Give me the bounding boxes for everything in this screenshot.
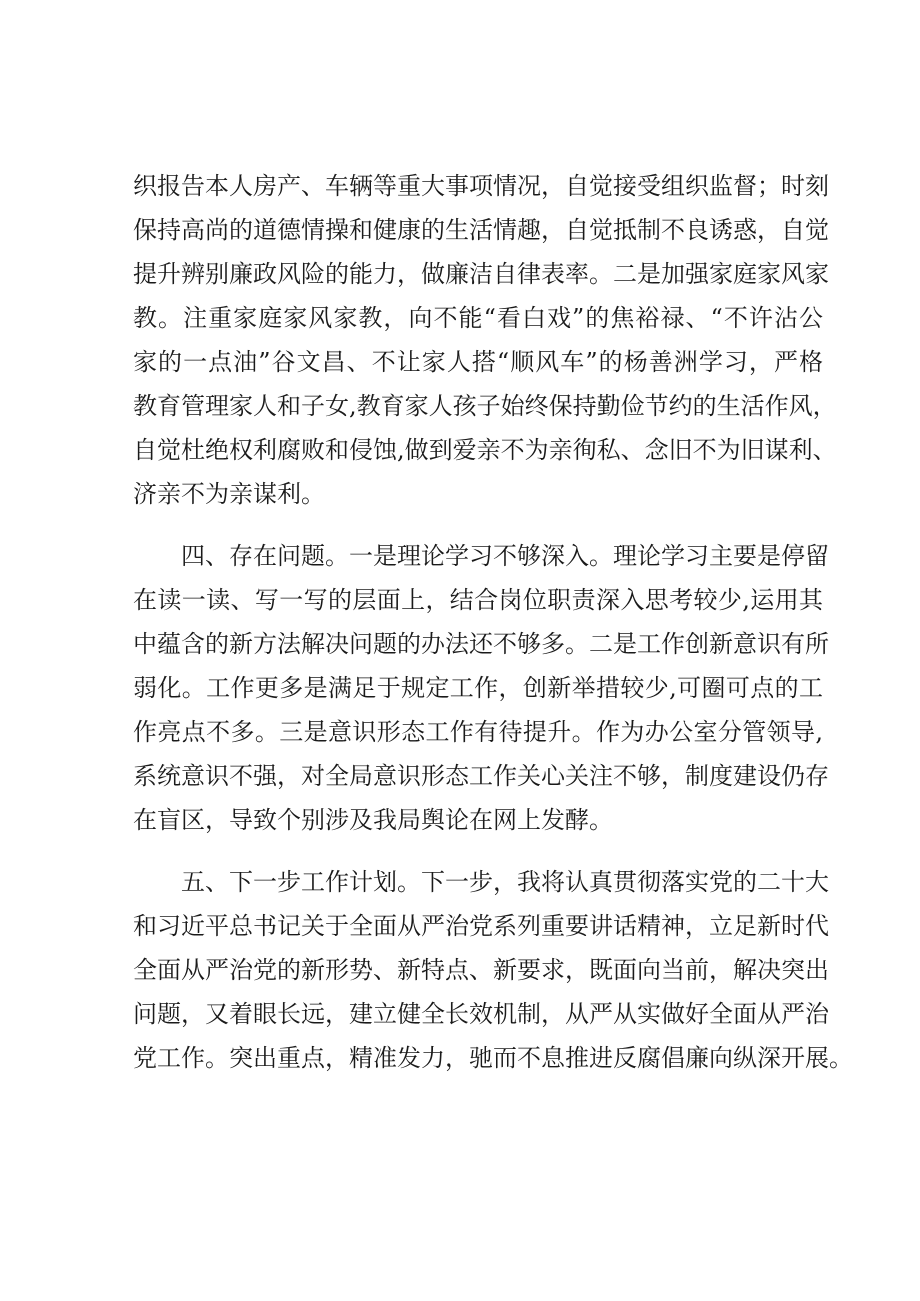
text-line: 中蕴含的新方法解决问题的办法还不够多。二是工作创新意识有所: [133, 630, 829, 658]
text-line: 在读一读、写一写的层面上，结合岗位职责深入思考较少,运用其: [133, 586, 823, 614]
text-line: 问题，又着眼长远，建立健全长效机制，从严从实做好全面从严治: [133, 1000, 829, 1028]
text-line: 家的一点油”谷文昌、不让家人搭“顺风车”的杨善洲学习，严格: [133, 348, 823, 376]
document-body: [133, 164, 853, 1080]
paragraph-3: [133, 860, 853, 1080]
text-line: 四、存在问题。一是理论学习不够深入。理论学习主要是停留: [181, 542, 829, 570]
text-line: 提升辨别廉政风险的能力，做廉洁自律表率。二是加强家庭家风家: [133, 260, 829, 288]
text-line: 教。注重家庭家风家教，向不能“看白戏”的焦裕禄、“不许沾公: [133, 304, 823, 332]
text-line: 五、下一步工作计划。下一步，我将认真贯彻落实党的二十大: [181, 868, 829, 896]
text-line: 党工作。突出重点，精准发力，驰而不息推进反腐倡廉向纵深开展。: [133, 1044, 853, 1072]
text-line: 济亲不为亲谋利。: [133, 480, 325, 508]
text-line: 在盲区，导致个别涉及我局舆论在网上发酵。: [133, 806, 613, 834]
text-line: 自觉杜绝权利腐败和侵蚀,做到爱亲不为亲徇私、念旧不为旧谋利、: [133, 436, 837, 464]
text-line: 系统意识不强，对全局意识形态工作关心关注不够，制度建设仍存: [133, 762, 829, 790]
paragraph-spacer: [133, 516, 823, 534]
text-line: 弱化。工作更多是满足于规定工作，创新举措较少,可圈可点的工: [133, 674, 823, 702]
text-line: 织报告本人房产、车辆等重大事项情况，自觉接受组织监督；时刻: [133, 172, 829, 200]
text-line: 教育管理家人和子女,教育家人孩子始终保持勤俭节约的生活作风，: [133, 392, 837, 420]
text-line: 和习近平总书记关于全面从严治党系列重要讲话精神，立足新时代: [133, 912, 829, 940]
text-line: 保持高尚的道德情操和健康的生活情趣，自觉抵制不良诱惑，自觉: [133, 216, 829, 244]
text-line: 作亮点不多。三是意识形态工作有待提升。作为办公室分管领导,: [133, 718, 823, 746]
paragraph-1: [133, 164, 837, 516]
paragraph-2: [133, 534, 829, 842]
paragraph-spacer: [133, 842, 823, 860]
text-line: 全面从严治党的新形势、新特点、新要求，既面向当前，解决突出: [133, 956, 829, 984]
